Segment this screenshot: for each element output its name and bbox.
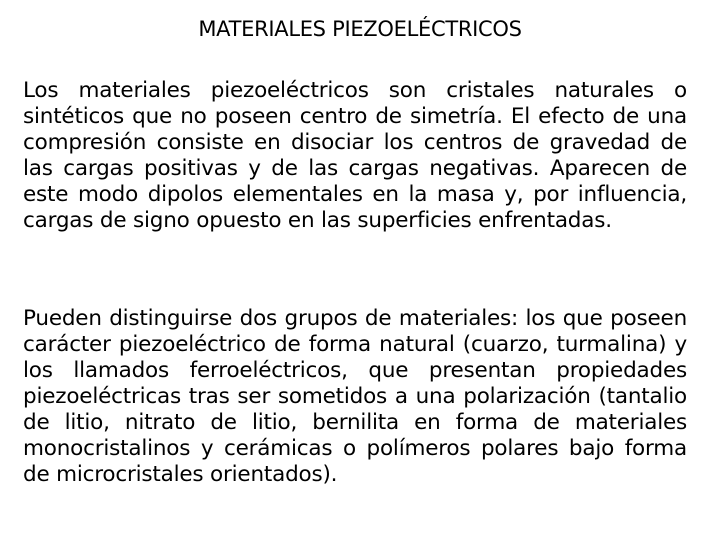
- paragraph-groups: Pueden distinguirse dos grupos de materiales: los que poseen carácter piezoeléctrico de forma natural (cuarzo, turmalina) y los llamados ferroeléctricos, que presentan propiedades piezoeléctricas tras ser sometidos a una polarización (tantalio de litio, nitrato de litio, bernilita en forma de materiales monocristalinos y cerámicas o polímeros polares bajo forma de microcristales orientados).: [23, 306, 687, 487]
- document-title: MATERIALES PIEZOELÉCTRICOS: [198, 17, 522, 41]
- paragraph-intro: Los materiales piezoeléctricos son cristales naturales o sintéticos que no poseen centro de simetría. El efecto de una compresión consiste en disociar los centros de gravedad de las cargas positivas y de las cargas negativas. Aparecen de este modo dipolos elementales en la masa y, por influencia, cargas de signo opuesto en las superficies enfrentadas.: [23, 78, 687, 233]
